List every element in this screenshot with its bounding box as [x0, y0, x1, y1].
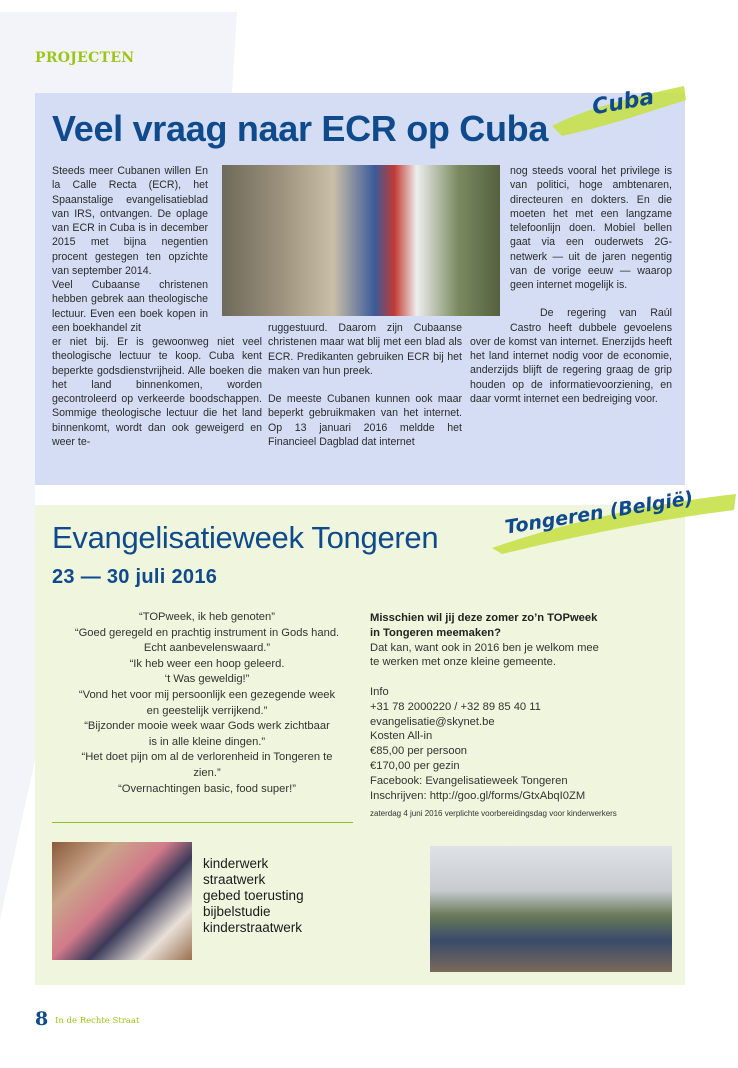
- tag-brush-cuba: [548, 82, 688, 143]
- page-number: 8: [35, 1008, 49, 1030]
- event-info: Misschien wil jij deze zomer zo’n TOPweek in Tongeren meemaken? Dat kan, want ook in 2016 ben je welkom mee te werken met onze kleine gemeente. Info +31 78 2000220 / +32 89 85 40 11 evangelisatie@skynet.be Kosten All-in €85,00 per persoon €170,00 per gezin Facebook: Evangelisatieweek Tongeren Inschrijven: http://goo.gl/forms/GtxAbqI0ZM zaterdag 4 juni 2016 verplichte voorbereidingsdag voor kinderwerkers: [370, 611, 685, 819]
- article-column: Steeds meer Cubanen willen En la Calle Recta (ECR), het Spaanstalige evangelisatieblad van IRS, ontvangen. De oplage van ECR in Cuba is in december 2015 met bijna negentien procent gestegen ten opzichte van september 2014. Veel Cubaanse christenen hebben gebrek aan theologische lectuur. Even een boek kopen in een boekhandel zit er niet bij. Er is gewoonweg niet veel theologische lectuur te koop. Cuba kent beperkte godsdienstvrijheid. Alle boeken die het land binnenkomen, worden gecontroleerd op verkeerde boodschappen. Sommige theologische lectuur die het land binnenkomt, wordt dan ook geweigerd en weer te-: [52, 165, 262, 448]
- cuba-mural-photo: [222, 165, 500, 316]
- email-link[interactable]: evangelisatie@skynet.be: [370, 715, 495, 728]
- divider: [52, 822, 353, 823]
- testimonials: “TOPweek, ik heb genoten” “Goed geregeld en prachtig instrument in Gods hand. Echt aanbevelenswaard.” “Ik heb weer een hoop geleerd. ‘t Was geweldig!” “Vond het voor mij persoonlijk een gezegende week en geestelijk verrijkend.” “Bijzonder mooie week waar Gods werk zichtbaar is in alle kleine dingen.” “Het doet pijn om al de verlorenheid in Tongeren te zien.” “Overnachtingen basic, food super!”: [74, 611, 340, 795]
- article-column: nog steeds vooral het privilege is van politici, hoge ambtenaren, directeuren en dokters. En die moeten het met een langzame telefoonlijn doen. Mobiel bellen gaat via een ouderwets 2G-netwerk — uit de jaren negentig van de vorige eeuw — waarop geen internet mogelijk is. De regering van Raúl Castro heeft dubbele gevoelens over de komst van internet. Enerzijds heeft het land internet nodig voor de economie, anderzijds blijft de regering graag de grip houden op de informatievoorziening, en daar vormt internet een bedreiging voor.: [470, 165, 672, 405]
- activities-list: kinderwerk straatwerk gebed toerusting bijbelstudie kinderstraatwerk: [203, 856, 304, 935]
- tag-brush-tongeren: [490, 488, 738, 559]
- article-title: Evangelisatieweek Tongeren: [52, 520, 439, 555]
- children-work-photo: [52, 842, 192, 960]
- section-label: PROJECTEN: [35, 50, 135, 66]
- event-dates: 23 — 30 juli 2016: [52, 566, 218, 588]
- phone: +31 78 2000220 / +32 89 85 40 11: [370, 700, 541, 713]
- signup-link[interactable]: Inschrijven: http://goo.gl/forms/GtxAbqI0ZM: [370, 789, 586, 802]
- article-title: Veel vraag naar ECR op Cuba: [52, 108, 549, 149]
- article-column: ruggestuurd. Daarom zijn Cubaanse christenen maar wat blij met een blad als ECR. Predikanten gebruiken ECR bij het maken van hun preek. De meeste Cubanen kunnen ook maar beperkt gebruikmaken van het internet. Op 13 januari 2016 meldde het Financieel Dagblad dat internet: [268, 322, 462, 448]
- tag-cuba: Cuba: [590, 84, 657, 121]
- outdoor-group-photo: [430, 846, 672, 972]
- tag-tongeren: Tongeren (België): [503, 487, 695, 539]
- note: zaterdag 4 juni 2016 verplichte voorbereidingsdag voor kinderwerkers: [370, 809, 617, 819]
- magazine-name: In de Rechte Straat: [55, 1016, 140, 1026]
